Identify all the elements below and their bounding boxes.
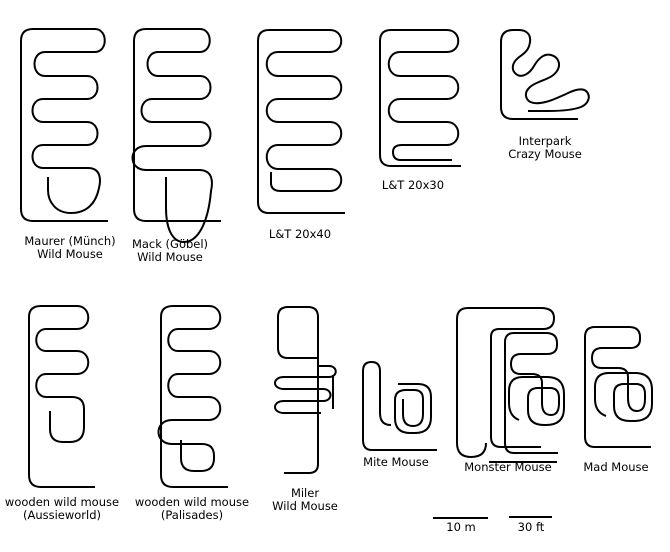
track-wooden-wild-mouse-palisades xyxy=(159,306,229,487)
label-line: Interpark xyxy=(518,134,572,148)
track-monster-mouse-inner xyxy=(505,333,564,453)
label-line: wooden wild mouse xyxy=(4,495,120,509)
label-line: Maurer (Münch) xyxy=(24,234,116,248)
label-interpark-crazy-mouse xyxy=(495,135,595,161)
label-line: Mite Mouse xyxy=(363,455,429,469)
track-miler-wild-mouse-switchbacks xyxy=(275,366,336,413)
label-line: (Palisades) xyxy=(160,508,224,522)
label-line: Miler xyxy=(290,486,320,500)
track-mite-mouse-station xyxy=(363,362,437,450)
track-mite-mouse-spiral xyxy=(395,384,431,433)
scale-text: 10 m xyxy=(446,520,476,534)
track-maurer-wild-mouse xyxy=(21,29,108,221)
label-line: L&T 20x40 xyxy=(268,227,332,241)
label-mack-wild-mouse xyxy=(110,238,230,264)
label-lt-20x30 xyxy=(363,179,463,192)
label-mite-mouse xyxy=(346,456,446,469)
track-mack-wild-mouse xyxy=(133,29,222,242)
label-line: (Aussieworld) xyxy=(22,508,102,522)
label-line: Crazy Mouse xyxy=(508,147,582,161)
label-mad-mouse xyxy=(566,461,666,474)
label-line: Wild Mouse xyxy=(137,250,203,264)
label-line: Wild Mouse xyxy=(37,247,103,261)
label-line: Monster Mouse xyxy=(464,460,552,474)
label-line: Mad Mouse xyxy=(583,460,649,474)
label-wooden-wild-mouse-aussieworld xyxy=(0,496,124,522)
track-mad-mouse xyxy=(585,327,652,447)
track-wooden-wild-mouse-aussieworld xyxy=(29,306,95,487)
label-miler-wild-mouse xyxy=(255,487,355,513)
scale-text: 30 ft xyxy=(517,520,545,534)
scale-label-metric xyxy=(430,521,492,534)
label-line: wooden wild mouse xyxy=(134,495,250,509)
label-lt-20x40 xyxy=(250,228,350,241)
track-lt-20x40 xyxy=(258,30,345,213)
label-line: Mack (Göbel) xyxy=(131,237,209,251)
label-wooden-wild-mouse-palisades xyxy=(130,496,254,522)
track-interpark-crazy-mouse xyxy=(501,30,589,119)
scale-label-imperial xyxy=(500,521,562,534)
track-lt-20x30 xyxy=(380,30,461,166)
label-line: L&T 20x30 xyxy=(381,178,445,192)
label-line: Wild Mouse xyxy=(272,499,338,513)
label-monster-mouse xyxy=(448,461,568,474)
